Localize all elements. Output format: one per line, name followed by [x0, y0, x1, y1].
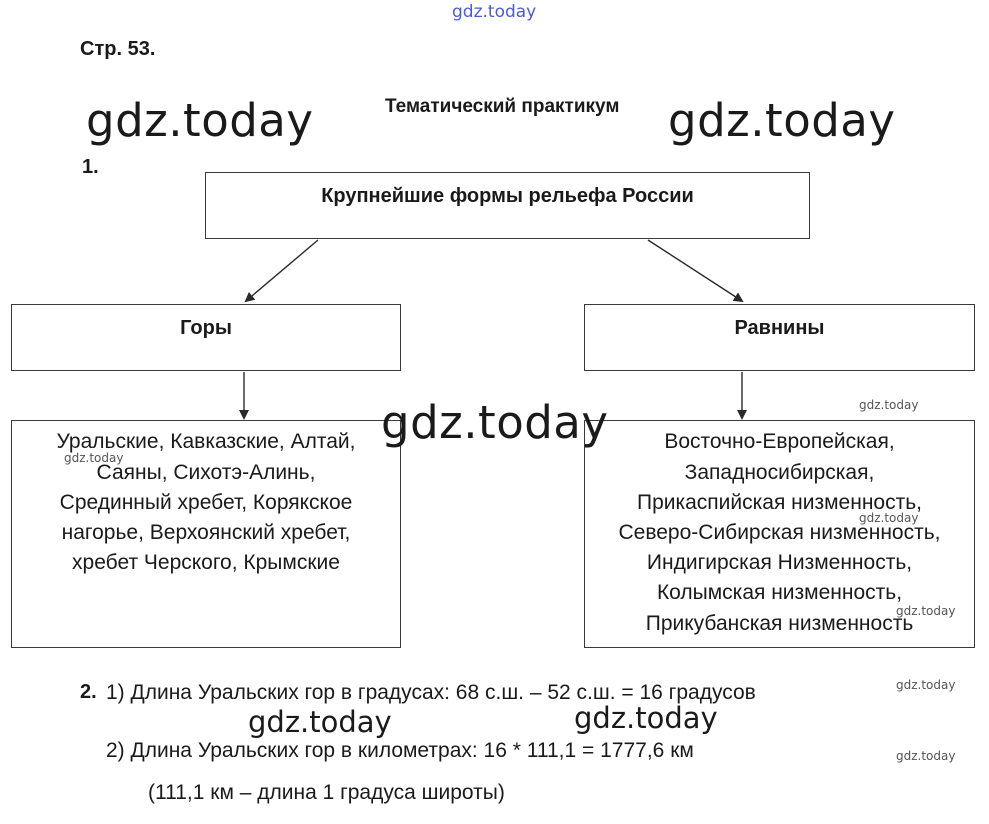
- watermark-small: gdz.today: [896, 749, 956, 763]
- mountains-list-line: хребет Черского, Крымские: [72, 551, 340, 574]
- section-title: Тематический практикум: [385, 96, 620, 117]
- watermark-big-center: gdz.today: [381, 396, 609, 449]
- task1-number: 1.: [82, 156, 99, 178]
- watermark-mid-right: gdz.today: [574, 701, 718, 735]
- task2-number: 2.: [80, 681, 97, 703]
- arrow-root-to-plains: [648, 240, 742, 301]
- mountains-list-line: Саяны, Сихотэ-Алинь,: [96, 461, 316, 484]
- arrow-root-to-mountains: [246, 240, 318, 301]
- watermark-small: gdz.today: [896, 604, 956, 618]
- plains-list-line: Северо-Сибирская низменность,: [618, 521, 941, 544]
- task2-item2: 2) Длина Уральских гор в километрах: 16 * 111,1 = 1777,6 км: [106, 739, 694, 762]
- watermark-top: gdz.today: [452, 2, 537, 22]
- root-box-title: Крупнейшие формы рельефа России: [321, 185, 694, 207]
- root-box: [205, 172, 810, 239]
- plains-list-line: Прикубанская низменность: [645, 612, 914, 635]
- plains-list-line: Прикаспийская низменность,: [636, 491, 923, 514]
- watermark-mid-left: gdz.today: [248, 705, 392, 739]
- page-label: Стр. 53.: [80, 38, 156, 60]
- watermark-small: gdz.today: [859, 398, 919, 412]
- watermark-small: gdz.today: [896, 678, 956, 692]
- watermark-big-left: gdz.today: [86, 94, 314, 147]
- mountains-list-line: нагорье, Верхоянский хребет,: [61, 521, 351, 544]
- plains-list-line: Индигирская Низменность,: [646, 551, 913, 574]
- plains-list-line: Западносибирская,: [684, 461, 875, 484]
- watermark-big-right: gdz.today: [668, 94, 896, 147]
- mountains-list-line: Уральские, Кавказские, Алтай,: [56, 430, 356, 453]
- mountains-list-line: Срединный хребет, Корякское: [59, 491, 353, 514]
- mountains-box-title: Горы: [180, 317, 232, 339]
- mountains-box: [11, 304, 401, 371]
- plains-box: [584, 304, 975, 371]
- task2-item1: 1) Длина Уральских гор в градусах: 68 с.ш. – 52 с.ш. = 16 градусов: [106, 681, 756, 704]
- plains-list-line: Колымская низменность,: [656, 581, 903, 604]
- plains-box-title: Равнины: [734, 317, 825, 339]
- watermark-small: gdz.today: [64, 451, 124, 465]
- task2-note: (111,1 км – длина 1 градуса широты): [148, 781, 505, 804]
- plains-list-line: Восточно-Европейская,: [664, 430, 895, 453]
- watermark-small: gdz.today: [859, 511, 919, 525]
